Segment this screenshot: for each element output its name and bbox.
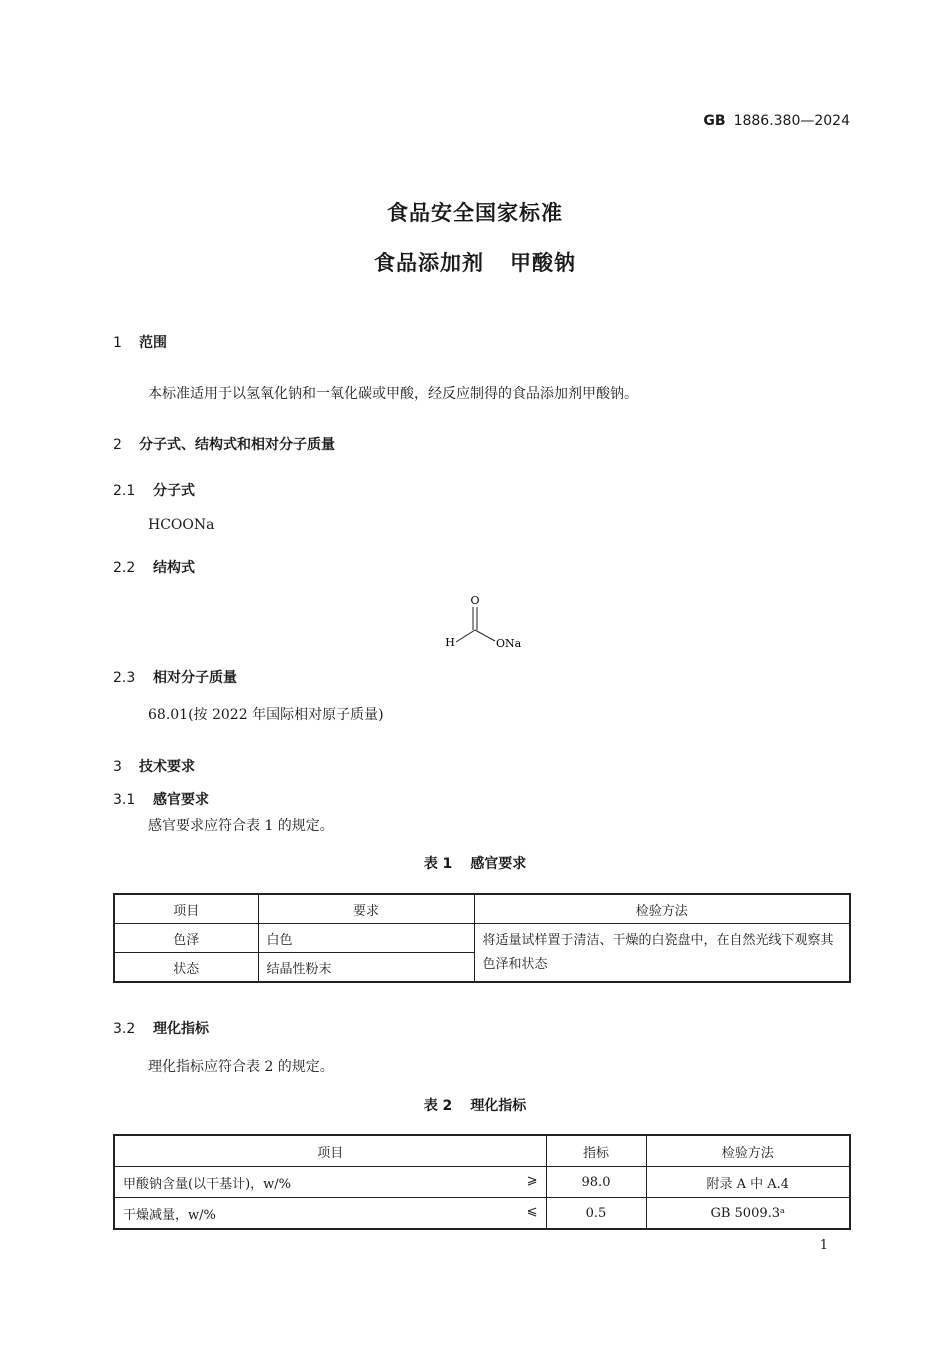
- section-2-heading: 2 分子式、结构式和相对分子质量: [113, 437, 335, 453]
- header-item: 项目: [114, 894, 258, 924]
- header-requirement: 要求: [258, 894, 474, 924]
- table-2-caption: 表 2 理化指标: [423, 1098, 527, 1114]
- cell-item: 色泽: [114, 924, 258, 953]
- section-3-2-text: 理化指标应符合表 2 的规定。: [148, 1059, 334, 1075]
- section-2-1-heading: 2.1 分子式: [113, 483, 195, 499]
- cell-item: 甲酸钠含量(以干基计)，w/% ⩾: [114, 1167, 546, 1198]
- cell-requirement: 结晶性粉末: [258, 953, 474, 983]
- section-1-text: 本标准适用于以氢氧化钠和一氧化碳或甲酸，经反应制得的食品添加剂甲酸钠。: [148, 386, 638, 402]
- table-header-row: [114, 894, 850, 924]
- greater-equal-symbol: ⩾: [526, 1172, 538, 1188]
- table-row: [114, 924, 850, 953]
- table-sensory-requirements: [113, 893, 851, 983]
- cell-method: 将适量试样置于清洁、干燥的白瓷盘中，在自然光线下观察其色泽和状态: [474, 924, 850, 983]
- title-line-1: 食品安全国家标准: [387, 201, 563, 225]
- cell-method: GB 5009.3ᵃ: [646, 1198, 850, 1230]
- cell-item: 状态: [114, 953, 258, 983]
- molecular-mass: 68.01(按 2022 年国际相对原子质量): [148, 707, 384, 723]
- table-row: [114, 1198, 850, 1230]
- section-3-1-heading: 3.1 感官要求: [113, 792, 209, 808]
- table-physicochemical-indices: [113, 1134, 851, 1230]
- header-index: 指标: [546, 1135, 646, 1167]
- table-row: [114, 1167, 850, 1198]
- table-header-row: [114, 1135, 850, 1167]
- molecular-formula: HCOONa: [148, 517, 215, 533]
- cell-value: 0.5: [546, 1198, 646, 1230]
- section-2-2-heading: 2.2 结构式: [113, 560, 195, 576]
- table-1-caption: 表 1 感官要求: [423, 856, 527, 872]
- section-2-3-heading: 2.3 相对分子质量: [113, 670, 237, 686]
- section-3-2-heading: 3.2 理化指标: [113, 1021, 209, 1037]
- header-item: 项目: [114, 1135, 546, 1167]
- cell-item: 干燥减量，w/% ⩽: [114, 1198, 546, 1230]
- less-equal-symbol: ⩽: [526, 1203, 538, 1219]
- page-number: 1: [819, 1238, 828, 1253]
- section-3-1-text: 感官要求应符合表 1 的规定。: [148, 818, 334, 834]
- cell-method: 附录 A 中 A.4: [646, 1167, 850, 1198]
- section-3-heading: 3 技术要求: [113, 759, 195, 775]
- atom-ona: ONa: [496, 637, 522, 650]
- structural-formula: [440, 590, 530, 652]
- atom-h: H: [445, 636, 455, 649]
- standard-code: GB 1886.380—2024: [703, 113, 850, 129]
- cell-value: 98.0: [546, 1167, 646, 1198]
- header-method: 检验方法: [646, 1135, 850, 1167]
- cell-requirement: 白色: [258, 924, 474, 953]
- title-line-2: 食品添加剂 甲酸钠: [374, 251, 576, 275]
- section-1-heading: 1 范围: [113, 335, 167, 351]
- atom-o: O: [470, 594, 480, 607]
- header-method: 检验方法: [474, 894, 850, 924]
